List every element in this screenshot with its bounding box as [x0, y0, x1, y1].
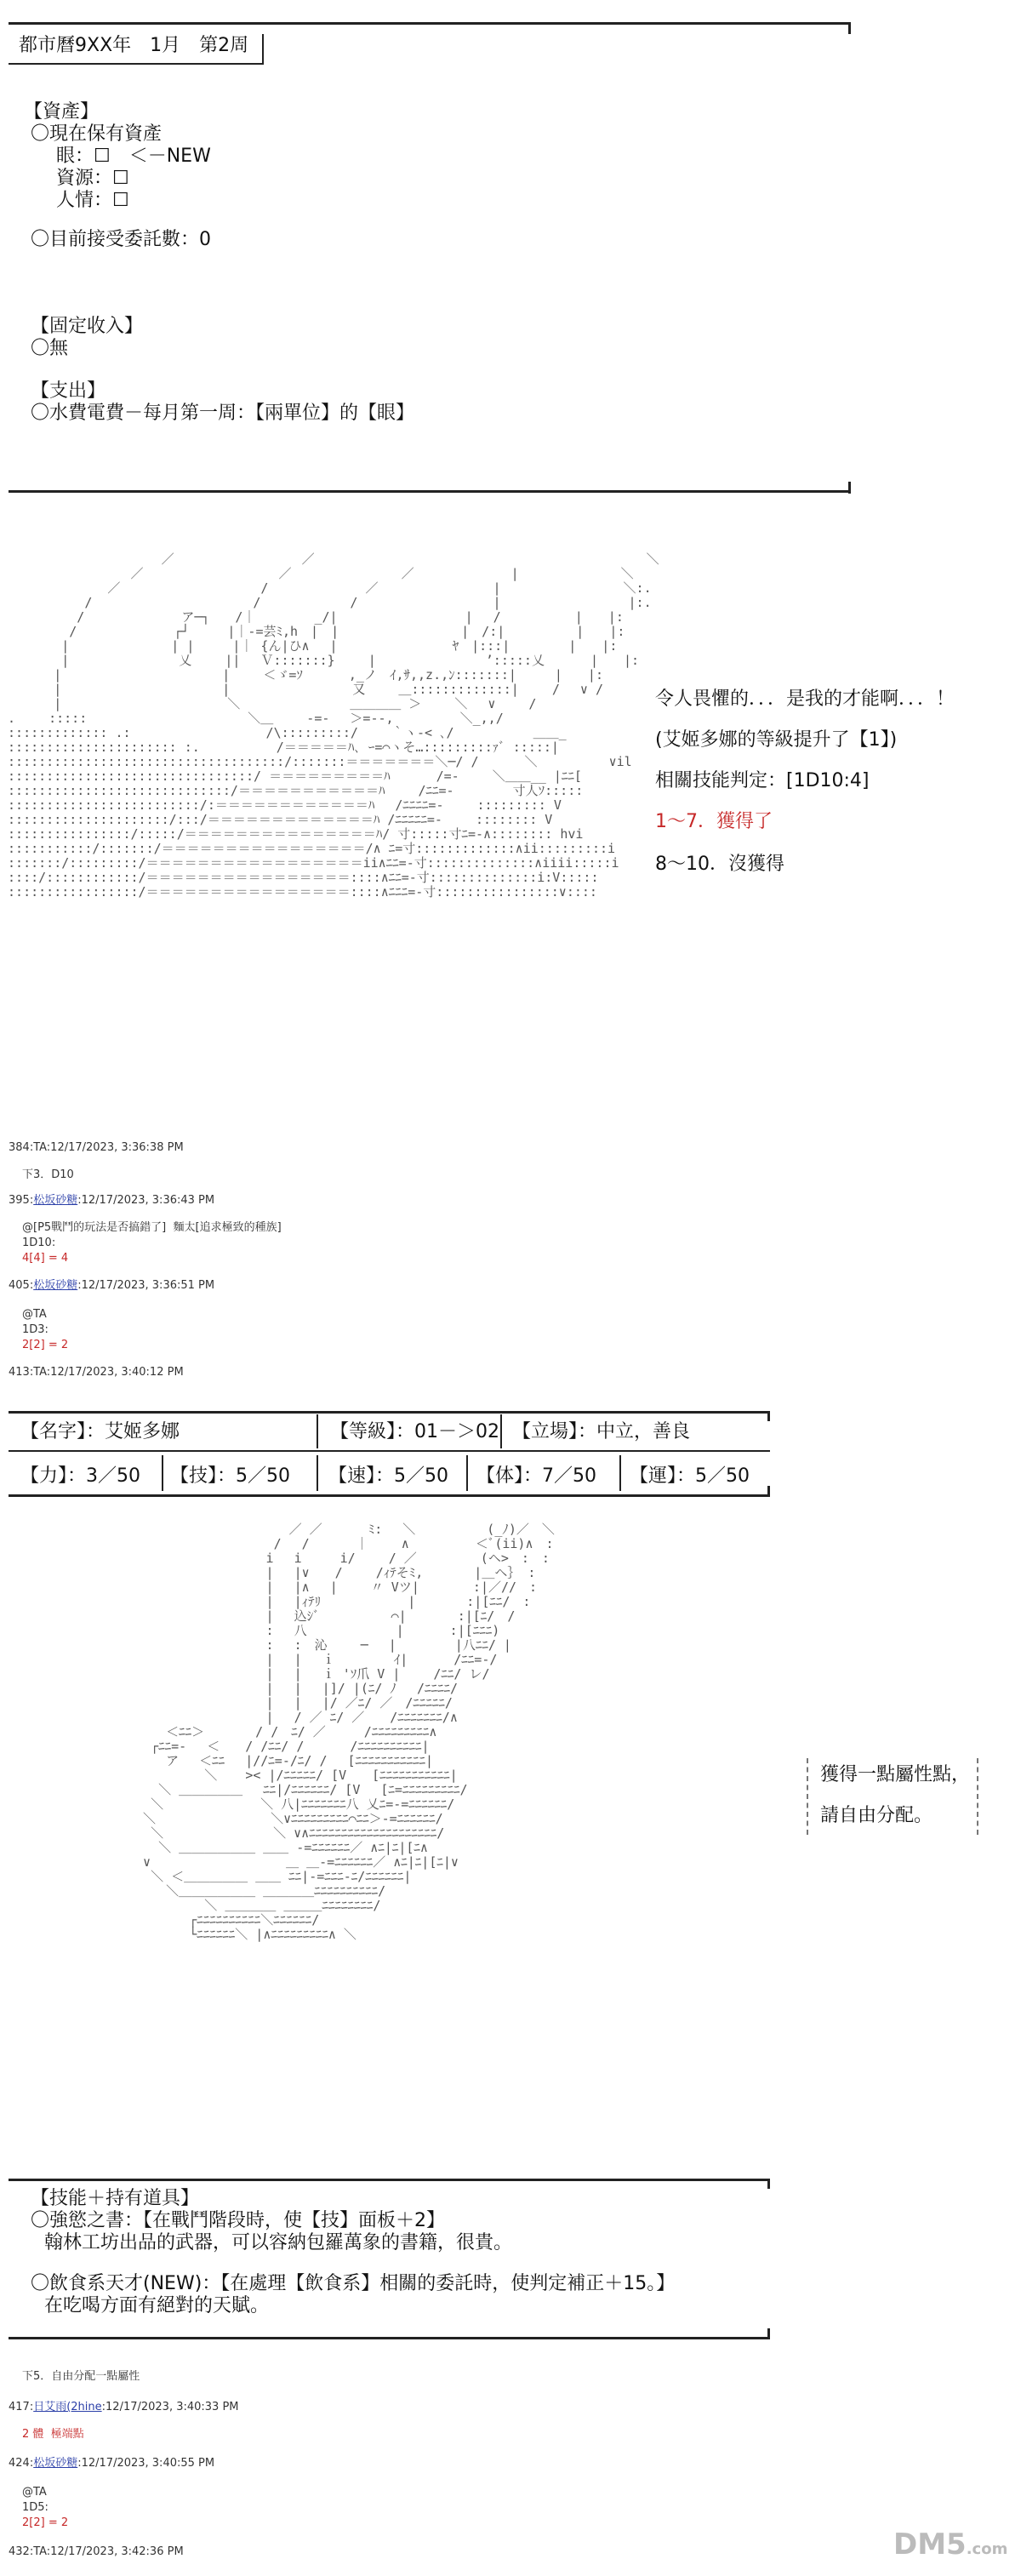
- user-link[interactable]: 松坂砂糖: [33, 2457, 78, 2470]
- skills-top-rule: [9, 2179, 770, 2181]
- stat-name: 【名字】：艾姬多娜: [20, 1421, 180, 1442]
- roll3-result: 2[2] = 2: [22, 2516, 69, 2529]
- skills-title: 【技能＋持有道具】: [31, 2188, 200, 2209]
- post-395-quote: @[P5戰鬥的玩法是否搞錯了] 麵太[追求極致的種族]: [22, 1221, 282, 1234]
- stats-sep-2: [500, 1414, 502, 1448]
- post-command-free-assign: 下5．自由分配一點屬性: [22, 2370, 140, 2383]
- stat-body: 【体】：7／50: [476, 1465, 596, 1487]
- stat-tech: 【技】：5／50: [170, 1465, 290, 1487]
- fixed-income-value: 〇無: [31, 338, 69, 359]
- ascii-art-figure-1: ／ ／ ＼ ／ ／ ／ | ＼ ／ / ／ | ＼:. / / / | |:. / ア─┐ /｜ _/| | / | |: / ┌┘ |｜-=芸ﾐ,h | | | /:| | |: | | | |｜ {ん|ひ∧ | ﾔ |:::| | |: | 乂 || Ｖ:::::::} | ’:::::乂 | |: | | ＜ゞ=ｿ ,_ノ ｲ,ｻ,,z.,ﾝ:::::::| | |: | | 又 ＿:::::::::::::| / ∨ / | ＼ ＿＿＿＿ ＞ ＼ ∨ / . ::::: ＼＿ ‐=- ＞=‐-, ＼_,,/ ::::::::::::: .: /\:::::::::/ ｀ヽ-< ､/ ＿＿_ :::::::::::::::::::::: :. /＝＝＝＝＝ﾊ､ ｰ=⌒ヽそ…:::::::::ｧﾞ :::::| ::::::::::::::::::::::::::::::::::::/:::::::＝＝＝＝＝＝＝＼─/ / ＼ ∨il ::::::::::::::::::::::::::::::::/ ＝＝＝＝＝＝＝＝＝ﾊ /=- ＼＿＿__ |ﾆﾆ[ :::::::::::::::::::::::::::::/＝＝＝＝＝＝＝＝＝＝＝ﾊ /ﾆﾆ=- 寸人ｿ::::: :::::::::::::::::::::::::/:＝＝＝＝＝＝＝＝＝＝＝＝ﾊ /ﾆﾆﾆﾆ=- ::::::::: V :::::::::::::::::::::/:::/＝＝＝＝＝＝＝＝＝＝＝＝＝ﾊ /ﾆﾆﾆﾆﾆ=- :::::::: V ::::::::::::::::/:::::/＝＝＝＝＝＝＝＝＝＝＝＝＝＝＝ﾊ/ 寸:::::寸ﾆ=-∧:::::::: hvi :::::::::::/:::::::/＝＝＝＝＝＝＝＝＝＝＝＝＝＝＝＝/∧ ﾆ=寸:::::::::::::∧ii:::::::::i :::::::/:::::::::/＝＝＝＝＝＝＝＝＝＝＝＝＝＝＝＝＝ii∧ﾆﾆ=-寸::::::::::::::∧iiii:::::i ::::/::::::::::::/＝＝＝＝＝＝＝＝＝＝＝＝＝＝＝＝::::∧ﾆﾆ=-寸::::::::::::::i:V::::: :::::::::::::::::/＝＝＝＝＝＝＝＝＝＝＝＝＝＝＝＝::::∧ﾆﾆﾆ=-寸::::::::::::::::∨::::: [8, 551, 659, 900]
- post-time: :12/17/2023, 3:40:33 PM: [101, 2401, 239, 2413]
- post-command-d10: 下3．D10: [22, 1168, 74, 1181]
- narration-line-1: 令人畏懼的．．．是我的才能啊．．．！: [655, 688, 955, 710]
- stats-top-tick: [767, 1411, 770, 1421]
- header-date: 都市曆9XX年 1月 第2周: [19, 35, 249, 56]
- attr-box-line-1: 獲得一點屬性點，: [820, 1764, 971, 1785]
- user-link[interactable]: 松坂砂糖: [33, 1194, 78, 1207]
- post-432: 432:TA:12/17/2023, 3:42:36 PM: [9, 2545, 184, 2558]
- skill-1-title: 〇強慾之書：【在戰鬥階段時，使【技】面板＋2】: [31, 2210, 445, 2231]
- stat-level: 【等級】：01－＞02: [330, 1421, 499, 1442]
- narration-line-3: 相關技能判定：[1D10:4]: [655, 770, 870, 791]
- stats-sep-5: [466, 1455, 468, 1491]
- post-number: 417:: [9, 2401, 34, 2413]
- stat-str: 【力】：3／50: [20, 1465, 140, 1487]
- post-395: [9, 1193, 214, 1208]
- header-bottom-tick: [848, 482, 851, 494]
- stat-stance: 【立場】：中立，善良: [512, 1421, 691, 1442]
- fixed-income-title: 【固定收入】: [31, 316, 144, 337]
- mention-ta: @TA: [22, 1308, 47, 1321]
- stats-top-rule: [9, 1411, 770, 1414]
- post-number: 395:: [9, 1194, 34, 1207]
- stat-luck: 【運】：5／50: [630, 1465, 750, 1487]
- narration-line-5: 8～10．沒獲得: [655, 854, 784, 875]
- post-424: [9, 2456, 214, 2471]
- post-417: [9, 2400, 239, 2415]
- stats-bottom-rule: [9, 1494, 770, 1497]
- header-right-tick: [848, 22, 851, 34]
- narration-line-2: (艾姬多娜的等級提升了【1】): [655, 729, 898, 751]
- narration-line-4: 1～7．獲得了: [655, 811, 773, 832]
- stats-mid-rule: [9, 1450, 770, 1452]
- post-417-body: 2 體 極端點: [22, 2428, 84, 2441]
- expenses-value: 〇水費電費－每月第一周：【兩單位】的【眼】: [31, 403, 415, 424]
- roll-result: 4[4] = 4: [22, 1252, 69, 1265]
- stats-sep-3: [162, 1455, 163, 1491]
- roll2-label: 1D3:: [22, 1323, 48, 1336]
- skills-top-tick: [767, 2179, 770, 2189]
- skill-2-title: 〇飲食系天才(NEW)：【在處理【飲食系】相關的委託時，使判定補正＋15。】: [31, 2273, 676, 2294]
- post-405: [9, 1278, 214, 1294]
- attr-box-line-2: 請自由分配。: [820, 1805, 933, 1826]
- roll3-label: 1D5:: [22, 2501, 48, 2514]
- commissions-count: 〇目前接受委託數：0: [31, 229, 211, 250]
- watermark-domain: .com: [966, 2540, 1008, 2558]
- ascii-art-figure-2: ／ ／ ﾐ: ＼ (_ﾉ)／ ＼ / / ｜ ∧ ＜ﾞ(ii)∧ : i i i/ / ／ (ヘ> : : | |∨ / /ｨﾃそﾐ, |＿ヘ｝ : | |∧ | 〃 Vツ| :|／// : | |ｨﾃﾘ | :|[ﾆﾆ/ : | 込ｼﾞ ⌒| :|[ﾆ/ / : 八 | :|[ﾆﾆﾆ) : : 沁 ─ | |八ﾆﾆ/ | | | ｉ ｲ| /ﾆﾆ=-/ | | ｉ 'ｿ爪 V | /ﾆﾆ/ レ/ | | |]/ |(ﾆ/ ﾉ /ﾆﾆﾆﾆ/ | | |/ ／ﾆ/ ／ /ﾆﾆﾆﾆﾆ/ | / ／ ﾆ/ ／ /ﾆﾆﾆﾆﾆﾆﾆ/∧ ＜ﾆﾆ＞ / / ﾆ/ ／ /ﾆﾆﾆﾆﾆﾆﾆﾆﾆ∧ ┌ﾆﾆ=‐ ＜ / /ﾆﾆ/ / /ﾆﾆﾆﾆﾆﾆﾆﾆﾆﾆ| ア ＜ﾆﾆ |//ﾆ=-/ﾆ/ / [ﾆﾆﾆﾆﾆﾆﾆﾆﾆﾆﾆ| ＼ >< |/ﾆﾆﾆﾆﾆ/ [V [ﾆﾆﾆﾆﾆﾆﾆﾆﾆﾆﾆ| ＼ ＿＿＿＿＿ ﾆﾆ|/ﾆﾆﾆﾆﾆﾆ/ [V [ﾆ=ﾆﾆﾆﾆﾆﾆﾆﾆﾆ/ ＼ ＼ 八|ﾆﾆﾆﾆﾆﾆﾆ八 乂ﾆ=-=ﾆﾆﾆﾆﾆﾆ/ ＼ ＼∨ﾆﾆﾆﾆﾆﾆﾆﾆﾆ⌒ﾆﾆ＞-=ﾆﾆﾆﾆﾆﾆ/ ＼ ＼ ∨∧ﾆﾆﾆﾆﾆﾆﾆﾆﾆﾆﾆﾆﾆﾆﾆﾆﾆﾆﾆﾆ/ ＼ ＿＿＿＿＿＿ ＿＿ -=ﾆﾆﾆﾆﾆﾆ／ ∧ﾆ|ﾆ|[ﾆ∧ ∨ ＿ ＿-=ﾆﾆﾆﾆﾆﾆ／ ∧ﾆ|ﾆ|[ﾆ|∨ ＼ ＜＿＿＿＿＿ ＿＿ ﾆﾆ|-=ﾆﾆﾆ-ﾆ/ﾆﾆﾆﾆﾆﾆ| ＼＿＿＿＿＿＿ ＿＿＿＿ﾆﾆﾆﾆﾆﾆﾆﾆﾆﾆ/ ＼ ＿＿＿＿ ＿＿＿ﾆﾆﾆﾆﾆﾆﾆﾆ/ ┌ﾆﾆﾆﾆﾆﾆﾆﾆﾆﾆ＼ﾆﾆﾆﾆﾆﾆ/ └ﾆﾆﾆﾆﾆﾆ＼ |∧ﾆﾆﾆﾆﾆﾆﾆﾆﾆ∧ ＼: [143, 1522, 555, 1942]
- header-underline: [9, 63, 264, 65]
- user-link[interactable]: 日艾雨(2hine: [33, 2401, 102, 2413]
- stats-sep-4: [317, 1455, 318, 1491]
- header-bottom-rule: [9, 490, 851, 493]
- post-time: :12/17/2023, 3:36:43 PM: [77, 1194, 215, 1207]
- stats-sep-6: [619, 1455, 621, 1491]
- stat-spd: 【速】：5／50: [328, 1465, 448, 1487]
- stats-sep-1: [317, 1414, 318, 1448]
- watermark-logo: [893, 2527, 1007, 2562]
- post-384: 384:TA:12/17/2023, 3:36:38 PM: [9, 1141, 184, 1154]
- watermark-text: DM5: [893, 2527, 967, 2562]
- roll-label: 1D10:: [22, 1237, 56, 1249]
- asset-resource: 資源：☐: [56, 168, 129, 189]
- post-number: 405:: [9, 1279, 34, 1292]
- header-top-rule: [9, 22, 851, 25]
- skills-bottom-tick: [767, 2328, 770, 2339]
- mention-ta-2: @TA: [22, 2486, 47, 2499]
- assets-current: 〇現在保有資產: [31, 123, 163, 145]
- post-number: 424:: [9, 2457, 34, 2470]
- skill-2-desc: 在吃喝方面有絕對的天賦。: [44, 2295, 270, 2316]
- asset-eye: 眼：☐ ＜－NEW: [56, 146, 211, 167]
- skills-bottom-rule: [9, 2337, 770, 2339]
- expenses-title: 【支出】: [31, 380, 106, 402]
- assets-title: 【資產】: [24, 101, 100, 123]
- header-box-right: [262, 34, 264, 65]
- skill-1-desc: 翰林工坊出品的武器，可以容納包羅萬象的書籍，很貴。: [44, 2232, 513, 2253]
- post-time: :12/17/2023, 3:36:51 PM: [77, 1279, 215, 1292]
- post-413: 413:TA:12/17/2023, 3:40:12 PM: [9, 1366, 184, 1379]
- stats-bottom-tick: [767, 1486, 770, 1496]
- user-link[interactable]: 松坂砂糖: [33, 1279, 78, 1292]
- asset-favor: 人情：☐: [56, 190, 129, 211]
- post-time: :12/17/2023, 3:40:55 PM: [77, 2457, 215, 2470]
- roll2-result: 2[2] = 2: [22, 1339, 69, 1351]
